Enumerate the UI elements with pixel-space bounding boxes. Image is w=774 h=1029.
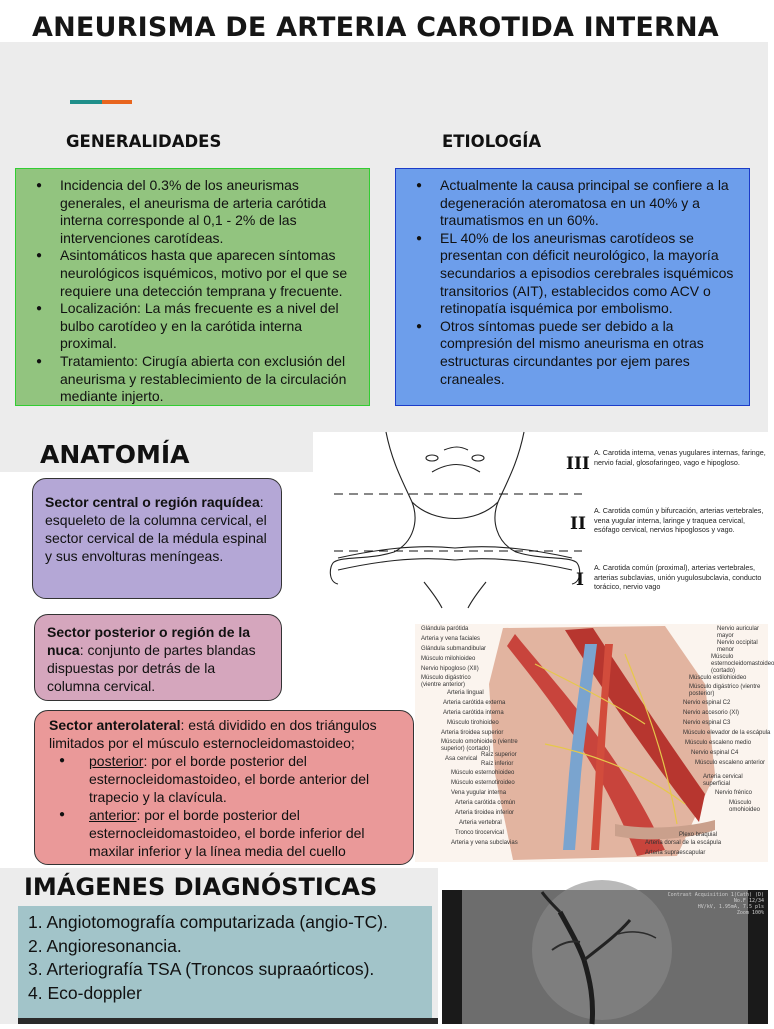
triangle-list [49,752,403,860]
label-right: Músculo omohioideo [729,800,761,813]
etiologia-box [395,168,750,406]
overlay-line: HV/kV, 1.95mA, 7.5 pls [697,904,764,910]
label-right: Músculo escaleno medio [685,740,752,746]
list-item: 4. Eco-doppler [28,982,142,1003]
label-left: Asa cervical [445,756,478,762]
anatomia-heading: ANATOMÍA [40,440,190,469]
label-right: Músculo escaleno anterior [695,760,766,766]
triangle-term: posterior [89,753,144,769]
sector-central-box [32,478,282,599]
overlay-line: No.F 12/34 [733,898,764,904]
level-ii-text: A. Carotida común y bifurcación, arterias vertebrales, vena yugular interna, laringe y traquea cervical, esófago cervical, nervios hipoglosos y vago. [594,506,764,534]
generalidades-list [30,177,361,406]
label-right: Arteria supraescapular [645,850,706,856]
list-item: 3. Arteriografía TSA (Troncos supraaórticos). [28,959,375,979]
label-left: Arteria tiroidea inferior [455,810,515,816]
etiologia-heading: ETIOLOGÍA [442,132,542,151]
label-right: Nervio espinal C2 [683,700,731,706]
label-left: Músculo omohioideo (vientre superior) (cortado) [441,739,518,752]
label-left: Raíz superior [481,752,517,758]
imagenes-heading: IMÁGENES DIAGNÓSTICAS [24,873,378,901]
level-i-text: A. Carotida común (proximal), arterias vertebrales, arterias subclavias, unión yugulosubclavia, conducto torácico, nervio vago [594,563,762,591]
label-right: Músculo estilohioideo [689,675,747,681]
label-left: Glándula submandibular [421,646,487,652]
label-left: Arteria lingual [447,690,484,696]
label-left: Raíz inferior [481,761,514,767]
label-left: Músculo esternotiroideo [451,780,515,786]
label-left: Músculo esternohioideo [451,770,515,776]
list-item: ● Actualmente la causa principal se confiere a la degeneración ateromatosa en un 40% y a traumatismos en un 60%. [410,177,741,230]
sector-central-title: Sector central o región raquídea [45,494,260,510]
list-item: ● Asintomáticos hasta que aparecen síntomas neurológicos isquémicos, motivo por el que se requiere una detección temprana y frecuente. [30,247,361,300]
label-right: Nervio espinal C4 [691,750,739,756]
level-ii-label: II [570,514,586,534]
label-left: Glándula parótida [421,626,469,632]
label-left: Músculo tirohioideo [447,720,499,726]
generalidades-heading: GENERALIDADES [66,132,222,151]
label-right: Músculo esternocleidomastoideo (cortado) [711,654,774,674]
label-right: Nervio occipital menor [717,640,758,653]
label-left: Nervio hipogloso (XII) [421,666,479,672]
label-left: Arteria y vena subclavias [451,840,518,846]
label-right: Músculo digástrico (vientre posterior) [689,684,761,697]
sector-anterolateral-box [34,710,414,865]
list-item: ● Otros síntomas puede ser debido a la compresión del mismo aneurisma en otras estructuras circundantes por ejem pares craneales. [410,318,741,388]
label-left: Arteria carótida común [455,800,516,806]
list-item: 1. Angiotomografía computarizada (angio-TC). [28,912,388,932]
label-left: Vena yugular interna [451,790,507,796]
etiologia-list [410,177,741,388]
level-iii-text: A. Carotida interna, venas yugulares internas, faringe, nervio facial, glosofaringeo, vago e hipogloso. [594,448,766,467]
label-right: Nervio frénico [715,790,753,796]
label-left: Arteria y vena faciales [421,636,481,642]
list-item: ● Incidencia del 0.3% de los aneurismas generales, el aneurisma de arteria carótida interna corresponde al 0,1 - 2% de las intervenciones carotídeas. [30,177,361,247]
neck-dissection-illustration [415,624,774,862]
sector-anterolateral-title: Sector anterolateral [49,717,181,733]
label-left: Arteria vertebral [459,820,502,826]
list-item: ● Tratamiento: Cirugía abierta con exclusión del aneurisma y restablecimiento de la circulación mediante injerto. [30,353,361,406]
list-item: ● EL 40% de los aneurismas carotídeos se presentan con déficit neurológico, la mayoría secundarios a episodios cerebrales isquémicos transitorios (AIT), establecidos como ACV o retinopatía isquémica por embolismo. [410,230,741,318]
overlay-line: Zoom 100% [736,910,764,916]
sector-central-text: : esqueleto de la columna cervical, el sector cervical de la médula espinal y sus envolturas meníngeas. [45,494,267,564]
label-left: Músculo digástrico (vientre anterior) [421,675,471,688]
label-right: Músculo elevador de la escápula [683,730,771,736]
label-left: Tronco tirocervical [455,830,504,836]
label-right: Nervio accesorio (XI) [683,710,740,716]
label-right: Nervio espinal C3 [683,720,731,726]
label-left: Arteria carótida externa [443,700,506,706]
angiography-image [442,890,768,1024]
page-title: ANEURISMA DE ARTERIA CAROTIDA INTERNA [32,12,719,43]
sector-posterior-title: Sector posterior o región de la nuca [47,624,251,658]
level-iii-label: III [566,454,590,474]
label-right: Plexo braquial [679,832,718,838]
label-right: Nervio auricular mayor [717,626,760,639]
label-right: Arteria dorsal de la escápula [645,840,722,846]
sector-posterior-text: : conjunto de partes blandas dispuestas por detrás de la columna cervical. [47,642,256,694]
triangle-text: : por el borde posterior del esternocleidomastoideo, el borde anterior del trapecio y la clavícula. [89,753,370,805]
triangle-term: anterior [89,807,137,823]
overlay-line: Contrast Acquisition 1(Cath) (D) [667,892,764,898]
accent-bar-orange [102,100,132,104]
label-right: Arteria cervical superficial [703,774,743,787]
sector-posterior-box [34,614,282,701]
triangle-text: : por el borde posterior del esternocleidomastoideo, el borde inferior del maxilar inferior y la línea media del cuello [89,807,365,859]
level-i-label: I [576,570,584,590]
accent-bar-teal [70,100,102,104]
ct-image-strip [18,1018,438,1024]
label-left: Arteria carótida interna [443,710,504,716]
list-item: ● Localización: La más frecuente es a nivel del bulbo carotídeo y en la carótida interna proximal. [30,300,361,353]
angiography-overlay [668,892,764,916]
label-left: Arteria tiroidea superior [441,730,504,736]
neck-zones-diagram [314,432,768,612]
label-left: Músculo milohioideo [421,656,476,662]
imagenes-list [18,906,432,1018]
list-item-anterior [49,806,403,860]
list-item-posterior [49,752,403,806]
generalidades-box [15,168,370,406]
list-item: 2. Angioresonancia. [28,935,182,956]
sector-anterolateral-text: : está dividido en dos triángulos limitados por el músculo esternocleidomastoideo; [49,717,377,751]
